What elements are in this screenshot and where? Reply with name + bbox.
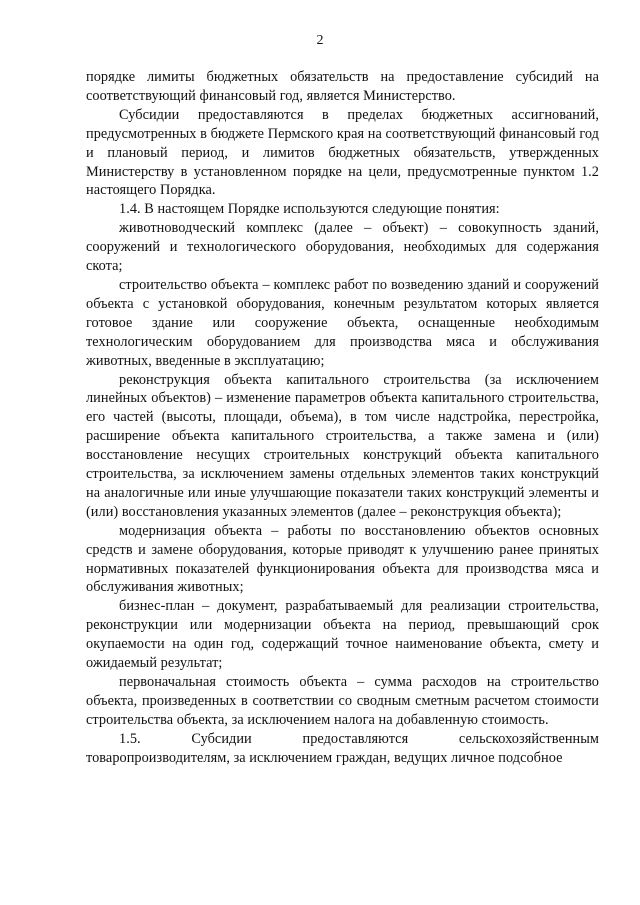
definition-construction: строительство объекта – комплекс работ по возведению зданий и сооружений объекта с установкой оборудования, конечным результатом которых является готовое здание или сооружение объекта, оснащенные необходимым технологическим оборудованием для производства мяса и обслуживания животных, введенные в эксплуатацию; xyxy=(86,276,599,369)
definition-initial-cost: первоначальная стоимость объекта – сумма расходов на строительство объекта, произведенных в соответствии со сводным сметным расчетом стоимости строительства объекта, за исключением налога на добавленную стоимость. xyxy=(86,674,599,728)
paragraph-1-5-recipients: 1.5. Субсидии предоставляются сельскохозяйственным товаропроизводителям, за исключением граждан, ведущих личное подсобное xyxy=(86,730,599,766)
definition-reconstruction: реконструкция объекта капитального строительства (за исключением линейных объектов) – изменение параметров объекта капитального строительства, его частей (высоты, площади, объема), в том числе надстройка, перестройка, расширение объекта капитального строительства, а также замена и (или) восстановление несущих строительных конструкций объекта капитального строительства, за исключением замены отдельных элементов таких конструкций на аналогичные или иные улучшающие показатели таких конструкций элементы и (или) восстановления указанных элементов (далее – реконструкция объекта); xyxy=(86,371,599,520)
paragraph-continuation: порядке лимиты бюджетных обязательств на предоставление субсидий на соответствующий финансовый год, является Министерство. xyxy=(86,69,599,104)
definition-livestock-complex: животноводческий комплекс (далее – объект) – совокупность зданий, сооружений и технологического оборудования, необходимых для содержания скота; xyxy=(86,220,599,275)
definition-business-plan: бизнес-план – документ, разрабатываемый для реализации строительства, реконструкции или модернизации объекта на период, превышающий срок окупаемости на один год, содержащий точное наименование объекта, смету и ожидаемый результат; xyxy=(86,598,599,672)
paragraph-subsidy-limits: Субсидии предоставляются в пределах бюджетных ассигнований, предусмотренных в бюджете Пермского края на соответствующий финансовый год и плановый период, и лимитов бюджетных обязательств, утвержденных Министерству в установленном порядке на цели, предусмотренные пунктом 1.2 настоящего Порядка. xyxy=(86,106,599,199)
paragraph-1-4-definitions-intro: 1.4. В настоящем Порядке используются следующие понятия: xyxy=(119,201,500,218)
document-body xyxy=(86,68,599,768)
page-number: 2 xyxy=(316,33,324,48)
definition-modernization: модернизация объекта – работы по восстановлению объектов основных средств и замене оборудования, которые приводят к улучшению ранее принятых нормативных показателей функционирования объекта для производства мяса и обслуживания животных; xyxy=(86,522,599,596)
